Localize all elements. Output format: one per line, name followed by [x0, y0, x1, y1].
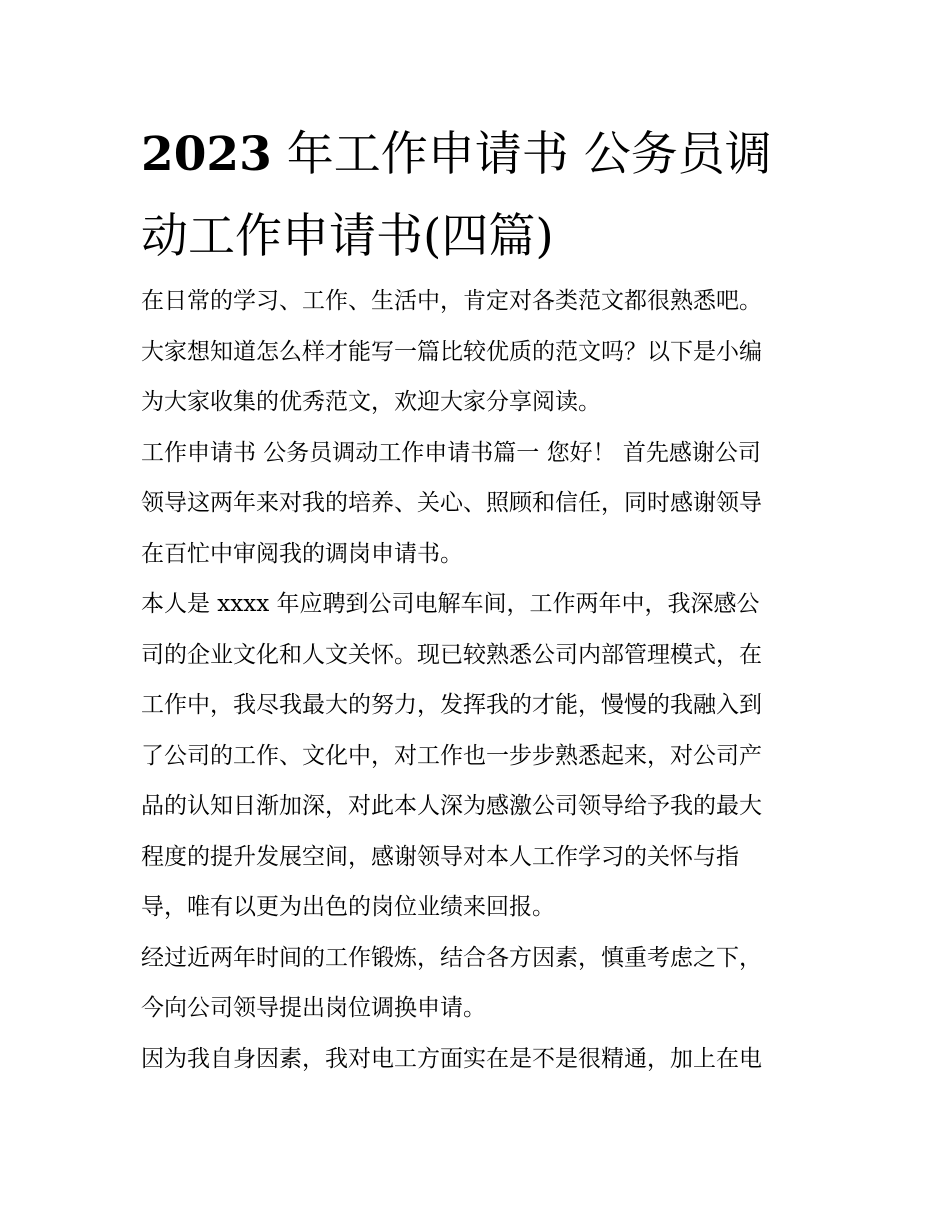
document-body [141, 276, 821, 1084]
paragraph [141, 933, 821, 1034]
paragraph [141, 579, 821, 933]
text-line: 导，唯有以更为出色的岗位业绩来回报。 [141, 894, 555, 920]
paragraph [141, 428, 821, 580]
text-line: 了公司的工作、文化中，对工作也一步步熟悉起来，对公司产 [141, 742, 762, 769]
text-line: 今向公司领导提出岗位调换申请。 [141, 995, 486, 1021]
text-line: 经过近两年时间的工作锻炼，结合各方因素，慎重考虑之下， [141, 944, 762, 971]
paragraph [141, 1034, 821, 1085]
document-title [141, 114, 821, 278]
paragraph [141, 276, 821, 428]
text-line: 为大家收集的优秀范文，欢迎大家分享阅读。 [141, 389, 601, 415]
text-line: 工作申请书 公务员调动工作申请书篇一 您好！ 首先感谢公司 [141, 439, 761, 466]
text-line: 在百忙中审阅我的调岗申请书。 [141, 540, 463, 567]
title-line-1-text: 年工作申请书 公务员调 [271, 127, 772, 182]
text-line: 工作中，我尽我最大的努力，发挥我的才能，慢慢的我融入到 [141, 692, 762, 718]
text-line: 品的认知日渐加深，对此本人深为感激公司领导给予我的最大 [141, 793, 762, 819]
text-line: 司的企业文化和人文关怀。现已较熟悉公司内部管理模式，在 [141, 641, 762, 668]
text-line: 因为我自身因素，我对电工方面实在是不是很精通，加上在电 [141, 1045, 762, 1072]
title-line-2: 动工作申请书(四篇) [141, 209, 554, 264]
title-year: 2023 [141, 127, 272, 182]
text-line: 大家想知道怎么样才能写一篇比较优质的范文吗？以下是小编 [141, 338, 762, 365]
title-line-1 [141, 114, 821, 196]
text-line: 在日常的学习、工作、生活中，肯定对各类范文都很熟悉吧。 [141, 288, 762, 314]
text-line: 领导这两年来对我的培养、关心、照顾和信任，同时感谢领导 [141, 490, 762, 516]
text-line: 程度的提升发展空间，感谢领导对本人工作学习的关怀与指 [141, 843, 739, 870]
text-line: 本人是 xxxx 年应聘到公司电解车间，工作两年中，我深感公 [141, 591, 760, 617]
